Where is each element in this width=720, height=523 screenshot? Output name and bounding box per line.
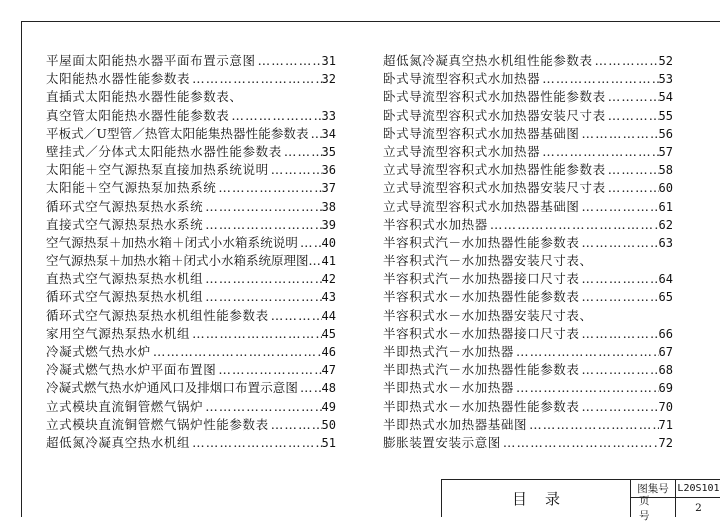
toc-entry[interactable] xyxy=(46,88,336,106)
entry-title: 壁挂式／分体式太阳能热水器性能参数表 xyxy=(46,143,282,159)
entry-title: 直热式空气源热泵热水机组 xyxy=(46,271,204,287)
toc-entry[interactable] xyxy=(383,252,673,270)
entry-title: 太阳能热水器性能参数表 xyxy=(46,71,191,87)
entry-title: 立式导流型容积式水加热器安装尺寸表 xyxy=(383,180,606,196)
entry-page: 66 xyxy=(658,326,673,341)
entry-title: 卧式导流型容积式水加热器 xyxy=(383,71,541,87)
entry-title: 家用空气源热泵热水机组 xyxy=(46,325,191,341)
entry-page: 44 xyxy=(321,308,336,323)
toc-entry[interactable] xyxy=(46,325,336,343)
entry-title: 直接式空气源热泵热水系统 xyxy=(46,216,204,232)
page-number: 2 xyxy=(695,501,702,514)
toc-entry[interactable] xyxy=(383,307,673,325)
entry-page: 51 xyxy=(321,435,336,450)
entry-page: 56 xyxy=(658,126,673,141)
entry-title: 半容积式水加热器 xyxy=(383,216,488,232)
entry-title: 半容积式汽－水加热器性能参数表 xyxy=(383,234,580,250)
title-block xyxy=(441,479,720,522)
page-number-label: 页号 xyxy=(631,498,676,517)
toc-entry[interactable] xyxy=(46,143,336,161)
entry-page: 38 xyxy=(321,199,336,214)
entry-title: 空气源热泵＋加热水箱＋闭式小水箱系统说明 xyxy=(46,234,299,250)
toc-entry[interactable] xyxy=(46,234,336,252)
entry-page: 39 xyxy=(321,217,336,232)
entry-title: 立式导流型容积式水加热器 xyxy=(383,143,541,159)
entry-page: 72 xyxy=(658,435,673,450)
entry-title: 真空管太阳能热水器性能参数表 xyxy=(46,107,230,123)
entry-page: 71 xyxy=(658,417,673,432)
toc-entry[interactable] xyxy=(46,161,336,179)
entry-page: 68 xyxy=(658,363,673,378)
entry-title: 太阳能＋空气源热泵加热系统 xyxy=(46,180,217,196)
entry-page: 45 xyxy=(321,326,336,341)
entry-page: 64 xyxy=(658,272,673,287)
entry-page: 49 xyxy=(321,399,336,414)
toc-entry[interactable] xyxy=(383,234,673,252)
entry-title: 超低氮冷凝真空热水机组性能参数表 xyxy=(383,53,593,68)
toc-entry[interactable] xyxy=(383,416,673,434)
entry-page: 34 xyxy=(321,126,336,141)
toc-entry[interactable] xyxy=(46,416,336,434)
entry-page: 42 xyxy=(321,272,336,287)
toc-entry[interactable] xyxy=(46,70,336,88)
toc-entry[interactable] xyxy=(383,143,673,161)
entry-title: 立式模块直流铜管燃气锅炉 xyxy=(46,398,204,414)
entry-page: 54 xyxy=(658,90,673,105)
entry-page: 48 xyxy=(321,381,336,396)
toc-entry[interactable] xyxy=(46,107,336,125)
toc-entry[interactable] xyxy=(46,216,336,234)
toc-entry[interactable] xyxy=(46,288,336,306)
toc-entry[interactable] xyxy=(383,434,673,452)
entry-title: 平屋面太阳能热水器平面布置示意图 xyxy=(46,53,256,68)
toc-entry[interactable] xyxy=(383,288,673,306)
entry-title: 超低氮冷凝真空热水机组 xyxy=(46,434,191,450)
entry-title: 冷凝式燃气热水炉 xyxy=(46,344,151,359)
entry-title: 半即热式水加热器基础图 xyxy=(383,416,528,432)
entry-page: 50 xyxy=(321,417,336,432)
toc-entry[interactable] xyxy=(383,379,673,397)
toc-entry[interactable] xyxy=(46,125,336,143)
entry-page: 58 xyxy=(658,163,673,178)
toc-entry[interactable] xyxy=(383,179,673,197)
entry-page: 61 xyxy=(658,199,673,214)
toc-entry[interactable] xyxy=(383,125,673,143)
entry-title: 半容积式水－水加热器接口尺寸表 xyxy=(383,325,580,341)
entry-title: 半容积式水－水加热器安装尺寸表、 xyxy=(383,307,593,323)
toc-entry[interactable] xyxy=(383,216,673,234)
toc-entry[interactable] xyxy=(46,179,336,197)
toc-entry[interactable] xyxy=(46,343,336,361)
toc-entry[interactable] xyxy=(383,198,673,216)
entry-page: 47 xyxy=(321,363,336,378)
entry-title: 立式模块直流铜管燃气锅炉性能参数表 xyxy=(46,416,269,432)
entry-page: 60 xyxy=(658,181,673,196)
entry-page: 53 xyxy=(658,72,673,87)
entry-page: 41 xyxy=(321,254,336,269)
entry-title: 半即热式水－水加热器 xyxy=(383,380,515,396)
entry-title: 半即热式汽－水加热器 xyxy=(383,344,515,359)
toc-entry[interactable] xyxy=(383,161,673,179)
atlas-number: L20S101 xyxy=(676,480,720,498)
entry-title: 冷凝式燃气热水炉平面布置图 xyxy=(46,362,217,378)
toc-entry[interactable] xyxy=(383,343,673,361)
toc-entry[interactable] xyxy=(46,434,336,452)
toc-entry[interactable] xyxy=(383,325,673,343)
entry-page: 63 xyxy=(658,235,673,250)
entry-page: 70 xyxy=(658,399,673,414)
toc-entry[interactable] xyxy=(46,252,336,270)
entry-title: 卧式导流型容积式水加热器基础图 xyxy=(383,125,580,141)
entry-title: 循环式空气源热泵热水系统 xyxy=(46,198,204,214)
entry-page: 35 xyxy=(321,144,336,159)
entry-page: 31 xyxy=(321,54,336,68)
toc-entry[interactable] xyxy=(46,198,336,216)
toc-entry[interactable] xyxy=(46,361,336,379)
entry-page: 69 xyxy=(658,381,673,396)
toc-entry[interactable] xyxy=(46,398,336,416)
entry-title: 卧式导流型容积式水加热器安装尺寸表 xyxy=(383,107,606,123)
entry-title: 循环式空气源热泵热水机组性能参数表 xyxy=(46,307,269,323)
sheet-title: 目录 xyxy=(442,480,631,517)
toc-entry[interactable] xyxy=(46,307,336,325)
entry-page: 32 xyxy=(321,72,336,87)
toc-entry[interactable] xyxy=(46,52,336,70)
entry-page: 52 xyxy=(658,54,673,68)
entry-page: 46 xyxy=(321,345,336,359)
toc-entry[interactable] xyxy=(383,107,673,125)
entry-title: 冷凝式燃气热水炉通风口及排烟口布置示意图 xyxy=(46,380,299,396)
entry-title: 半即热式汽－水加热器性能参数表 xyxy=(383,362,580,378)
toc-right-column xyxy=(383,52,673,452)
entry-title: 循环式空气源热泵热水机组 xyxy=(46,289,204,305)
entry-page: 57 xyxy=(658,144,673,159)
toc-entry[interactable] xyxy=(383,361,673,379)
entry-page: 33 xyxy=(321,108,336,123)
entry-title: 半容积式水－水加热器性能参数表 xyxy=(383,289,580,305)
toc-left-column xyxy=(46,52,336,452)
entry-title: 立式导流型容积式水加热器基础图 xyxy=(383,198,580,214)
entry-title: 膨胀装置安装示意图 xyxy=(383,434,501,450)
entry-page: 62 xyxy=(658,217,673,232)
toc-entry[interactable] xyxy=(383,270,673,288)
entry-page: 36 xyxy=(321,163,336,178)
entry-page: 37 xyxy=(321,181,336,196)
entry-title: 半容积式汽－水加热器安装尺寸表、 xyxy=(383,253,593,269)
atlas-number-label: 图集号 xyxy=(631,480,676,498)
toc-entry[interactable] xyxy=(383,88,673,106)
toc-entry[interactable] xyxy=(383,398,673,416)
entry-title: 空气源热泵＋加热水箱＋闭式小水箱系统原理图. xyxy=(46,253,313,269)
entry-page: 43 xyxy=(321,290,336,305)
entry-title: 太阳能＋空气源热泵直接加热系统说明 xyxy=(46,162,269,178)
toc-entry[interactable] xyxy=(383,70,673,88)
entry-page: 55 xyxy=(658,108,673,123)
toc-entry[interactable] xyxy=(46,270,336,288)
toc-entry[interactable] xyxy=(46,379,336,397)
entry-title: 半即热式水－水加热器性能参数表 xyxy=(383,398,580,414)
toc-entry[interactable] xyxy=(383,52,673,70)
entry-page: 65 xyxy=(658,290,673,305)
entry-page: 40 xyxy=(321,235,336,250)
entry-title: 半容积式汽－水加热器接口尺寸表 xyxy=(383,271,580,287)
entry-title: 立式导流型容积式水加热器性能参数表 xyxy=(383,162,606,178)
entry-title: 平板式／U型管／热管太阳能集热器性能参数表 xyxy=(46,125,309,141)
entry-title: 卧式导流型容积式水加热器性能参数表 xyxy=(383,89,606,105)
entry-page: 67 xyxy=(658,345,673,359)
entry-title: 直插式太阳能热水器性能参数表、 xyxy=(46,89,243,105)
